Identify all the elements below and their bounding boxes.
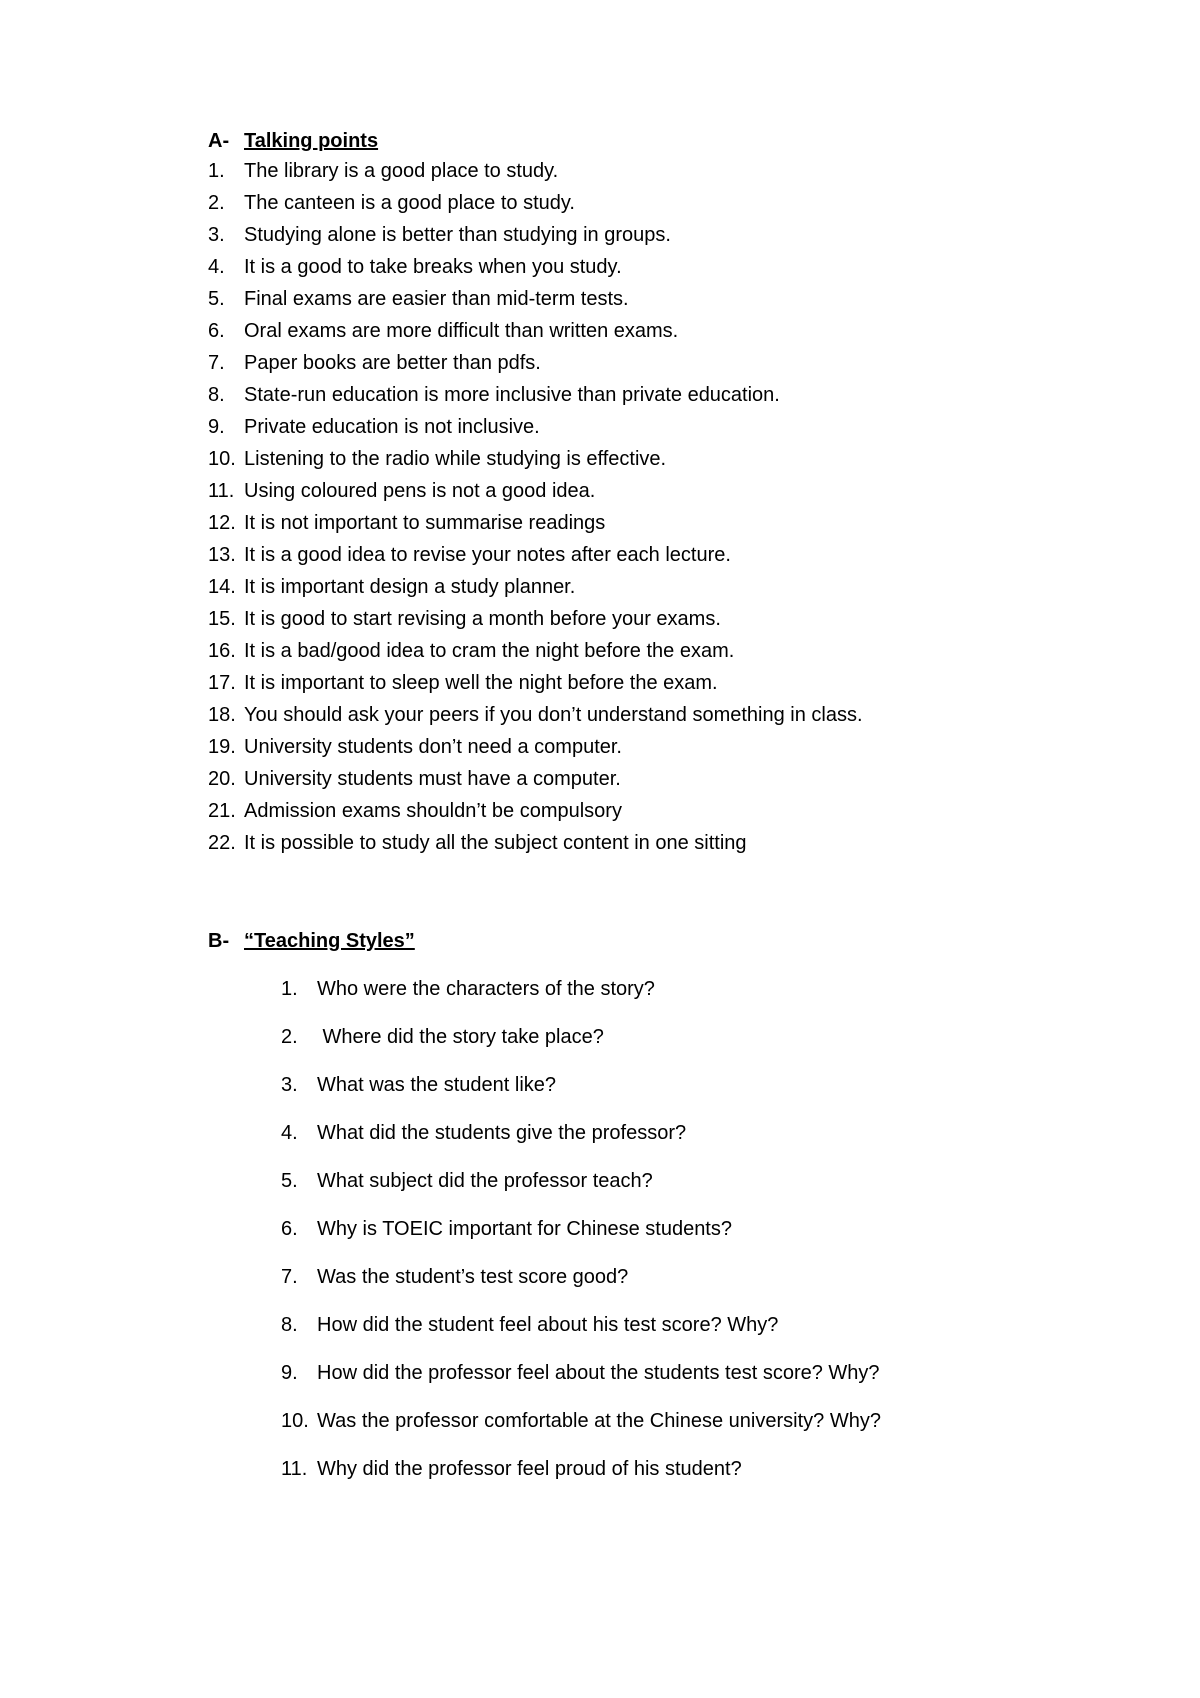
list-item-number: 2. [208, 192, 225, 214]
list-item-number: 6. [281, 1218, 298, 1240]
list-item-number: 20. [208, 768, 236, 790]
list-item-text: How did the professor feel about the students test score? Why? [317, 1362, 880, 1384]
list-item-text: It is possible to study all the subject content in one sitting [244, 832, 747, 854]
list-item-text: Who were the characters of the story? [317, 978, 655, 1000]
section-b-heading [208, 929, 415, 953]
question-item [281, 1265, 881, 1313]
list-item-number: 6. [208, 320, 225, 342]
list-item-text: Final exams are easier than mid-term tests. [244, 288, 629, 310]
list-item-text: You should ask your peers if you don’t understand something in class. [244, 704, 863, 726]
question-item [281, 1025, 881, 1073]
question-item [281, 1121, 881, 1169]
list-item-text: It is a good idea to revise your notes after each lecture. [244, 544, 731, 566]
talking-point-item [208, 479, 863, 511]
list-item-text: Oral exams are more difficult than written exams. [244, 320, 679, 342]
list-item-number: 21. [208, 800, 236, 822]
list-item-number: 14. [208, 576, 236, 598]
list-item-text: Listening to the radio while studying is effective. [244, 448, 667, 470]
talking-point-item [208, 383, 863, 415]
list-item-text: It is important to sleep well the night before the exam. [244, 672, 718, 694]
talking-point-item [208, 607, 863, 639]
talking-point-item [208, 543, 863, 575]
list-item-text: It is not important to summarise readings [244, 512, 606, 534]
list-item-number: 1. [208, 160, 225, 182]
talking-point-item [208, 351, 863, 383]
list-item-number: 15. [208, 608, 236, 630]
section-b-title: “Teaching Styles” [244, 930, 415, 952]
talking-point-item [208, 703, 863, 735]
list-item-number: 1. [281, 978, 298, 1000]
list-item-text: What subject did the professor teach? [317, 1170, 653, 1192]
list-item-number: 12. [208, 512, 236, 534]
talking-point-item [208, 223, 863, 255]
list-item-number: 10. [208, 448, 236, 470]
list-item-number: 7. [208, 352, 225, 374]
list-item-text: It is good to start revising a month before your exams. [244, 608, 721, 630]
list-item-text: It is a bad/good idea to cram the night before the exam. [244, 640, 735, 662]
list-item-text: What did the students give the professor? [317, 1122, 687, 1144]
list-item-number: 10. [281, 1410, 309, 1432]
question-item [281, 1073, 881, 1121]
list-item-number: 22. [208, 832, 236, 854]
list-item-number: 11. [281, 1458, 308, 1480]
list-item-text: It is important design a study planner. [244, 576, 576, 598]
question-item [281, 1313, 881, 1361]
list-item-text: University students must have a computer. [244, 768, 621, 790]
list-item-text: How did the student feel about his test score? Why? [317, 1314, 779, 1336]
list-item-number: 17. [208, 672, 236, 694]
talking-point-item [208, 319, 863, 351]
list-item-number: 3. [208, 224, 225, 246]
list-item-text: State-run education is more inclusive than private education. [244, 384, 780, 406]
list-item-number: 5. [281, 1170, 298, 1192]
list-item-number: 8. [281, 1314, 298, 1336]
list-item-text: Was the professor comfortable at the Chinese university? Why? [317, 1410, 881, 1432]
talking-point-item [208, 799, 863, 831]
list-item-text: The library is a good place to study. [244, 160, 559, 182]
list-item-text: Where did the story take place? [317, 1026, 604, 1048]
talking-point-item [208, 447, 863, 479]
list-item-text: Paper books are better than pdfs. [244, 352, 541, 374]
section-a-heading [208, 129, 378, 153]
question-item [281, 1361, 881, 1409]
list-item-number: 4. [208, 256, 225, 278]
question-item [281, 1457, 881, 1505]
list-item-text: The canteen is a good place to study. [244, 192, 575, 214]
section-a-letter: A- [208, 130, 230, 152]
talking-point-item [208, 287, 863, 319]
question-item [281, 1169, 881, 1217]
section-a-title: Talking points [244, 130, 379, 152]
question-item [281, 1409, 881, 1457]
list-item-number: 4. [281, 1122, 298, 1144]
talking-point-item [208, 671, 863, 703]
list-item-text: University students don’t need a computer. [244, 736, 622, 758]
list-item-number: 9. [281, 1362, 298, 1384]
talking-point-item [208, 255, 863, 287]
talking-point-item [208, 511, 863, 543]
question-item [281, 977, 881, 1025]
talking-points-list [208, 159, 863, 863]
talking-point-item [208, 575, 863, 607]
list-item-number: 19. [208, 736, 236, 758]
list-item-text: Was the student’s test score good? [317, 1266, 629, 1288]
talking-point-item [208, 735, 863, 767]
section-b-letter: B- [208, 930, 230, 952]
talking-point-item [208, 831, 863, 863]
teaching-styles-questions-list [281, 977, 881, 1505]
question-item [281, 1217, 881, 1265]
list-item-text: Why did the professor feel proud of his student? [317, 1458, 742, 1480]
talking-point-item [208, 191, 863, 223]
list-item-text: Why is TOEIC important for Chinese students? [317, 1218, 732, 1240]
list-item-number: 18. [208, 704, 236, 726]
list-item-text: Using coloured pens is not a good idea. [244, 480, 596, 502]
list-item-number: 13. [208, 544, 236, 566]
list-item-number: 16. [208, 640, 236, 662]
list-item-text: What was the student like? [317, 1074, 557, 1096]
talking-point-item [208, 767, 863, 799]
list-item-number: 2. [281, 1026, 298, 1048]
list-item-number: 5. [208, 288, 225, 310]
talking-point-item [208, 159, 863, 191]
list-item-number: 8. [208, 384, 225, 406]
talking-point-item [208, 415, 863, 447]
list-item-text: Admission exams shouldn’t be compulsory [244, 800, 622, 822]
list-item-number: 11. [208, 480, 235, 502]
talking-point-item [208, 639, 863, 671]
list-item-number: 3. [281, 1074, 298, 1096]
list-item-number: 7. [281, 1266, 298, 1288]
list-item-text: Private education is not inclusive. [244, 416, 540, 438]
list-item-text: Studying alone is better than studying in groups. [244, 224, 671, 246]
list-item-text: It is a good to take breaks when you study. [244, 256, 622, 278]
list-item-number: 9. [208, 416, 225, 438]
